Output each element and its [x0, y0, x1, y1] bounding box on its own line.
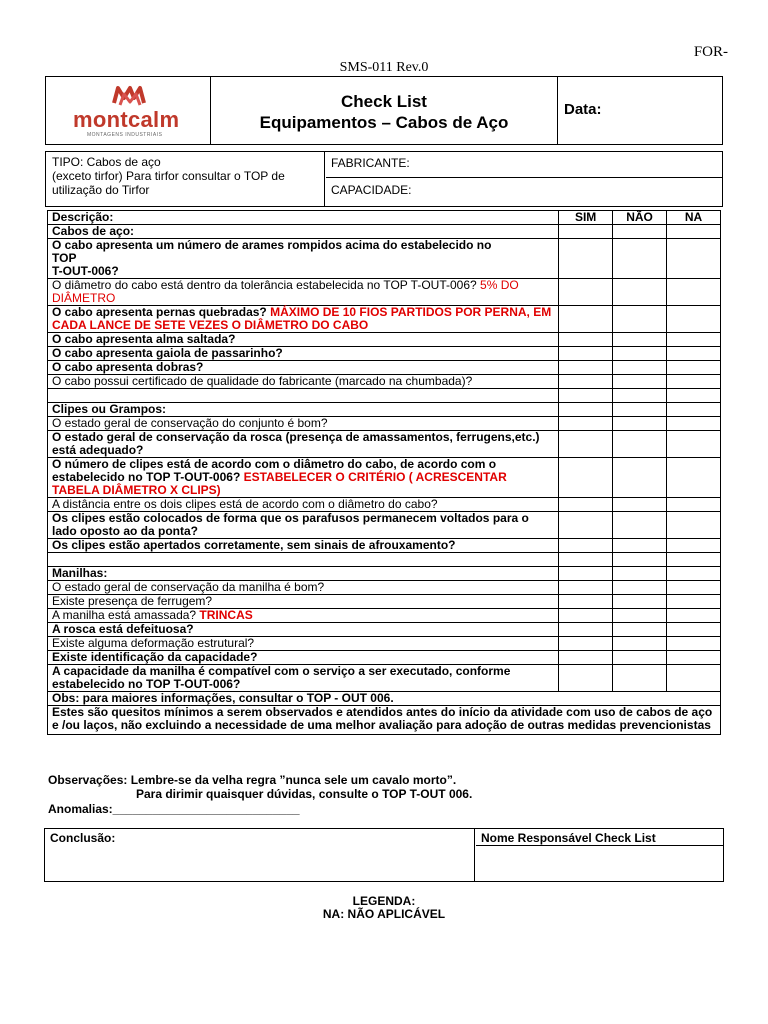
check-na[interactable]: [667, 609, 721, 623]
spacer: [48, 553, 559, 567]
check-nao[interactable]: [613, 539, 667, 553]
conclusao-field[interactable]: Conclusão:: [45, 829, 475, 881]
check-sim[interactable]: [559, 375, 613, 389]
table-row: [48, 375, 721, 389]
check-sim[interactable]: [559, 539, 613, 553]
check-na[interactable]: [667, 403, 721, 417]
check-sim[interactable]: [559, 609, 613, 623]
capacidade-field[interactable]: CAPACIDADE:: [331, 183, 412, 197]
table-row: [48, 347, 721, 361]
check-na[interactable]: [667, 279, 721, 306]
document-code: SMS-011 Rev.0: [339, 60, 429, 75]
question-text: Os clipes estão colocados de forma que os parafusos permanecem voltados para o lado oposto ao da ponta?: [48, 512, 559, 539]
tipo-line-2: (exceto tirfor) Para tirfor consultar o TOP de: [52, 169, 285, 183]
check-sim[interactable]: [559, 637, 613, 651]
check-sim[interactable]: [559, 498, 613, 512]
header-box: [45, 76, 723, 145]
section-manilhas-row: [48, 567, 721, 581]
check-nao[interactable]: [613, 609, 667, 623]
check-nao[interactable]: [613, 347, 667, 361]
check-sim[interactable]: [559, 347, 613, 361]
section-title: Clipes ou Grampos:: [48, 403, 559, 417]
quesitos-text: Estes são quesitos mínimos a serem observados e atendidos antes do início da atividade com uso de cabos de aço e /ou laços, não excluindo a necessidade de uma melhor avaliação para adoção de outras medidas prevencionistas: [48, 706, 721, 735]
check-na[interactable]: [667, 431, 721, 458]
check-sim[interactable]: [559, 623, 613, 637]
legend-na: NA: NÃO APLICÁVEL: [322, 907, 446, 921]
check-nao[interactable]: [613, 637, 667, 651]
section-title: Cabos de aço:: [48, 225, 559, 239]
responsavel-field[interactable]: [476, 847, 723, 881]
header-nao: NÃO: [613, 211, 667, 225]
question-text: [48, 458, 559, 498]
check-na[interactable]: [667, 239, 721, 279]
check-na[interactable]: [667, 375, 721, 389]
check-na[interactable]: [667, 637, 721, 651]
table-row: [48, 431, 721, 458]
check-na[interactable]: [667, 389, 721, 403]
question-line: T-OUT-006?: [52, 264, 119, 278]
check-nao[interactable]: [613, 665, 667, 692]
question-text: O cabo apresenta gaiola de passarinho?: [48, 347, 559, 361]
tipo-line-3: utilização do Tirfor: [52, 183, 150, 197]
check-sim[interactable]: [559, 361, 613, 375]
question-part: A manilha está amassada?: [52, 608, 200, 622]
check-na[interactable]: [667, 498, 721, 512]
spacer-row: [48, 553, 721, 567]
check-nao[interactable]: [613, 403, 667, 417]
check-na[interactable]: [667, 512, 721, 539]
table-row: [48, 609, 721, 623]
question-text: [48, 306, 559, 333]
table-row: [48, 665, 721, 692]
check-sim[interactable]: [559, 567, 613, 581]
check-nao[interactable]: [613, 279, 667, 306]
check-sim[interactable]: [559, 333, 613, 347]
check-na[interactable]: [667, 623, 721, 637]
table-row: [48, 651, 721, 665]
check-nao[interactable]: [613, 512, 667, 539]
logo-cell: [46, 77, 211, 144]
check-sim[interactable]: [559, 225, 613, 239]
title-line-1: Check List: [341, 92, 427, 111]
observacoes-line-1: Observações: Lembre-se da velha regra ”nunca sele um cavalo morto”.: [48, 773, 457, 787]
table-row: [48, 458, 721, 498]
question-text: [48, 239, 559, 279]
title-cell: [211, 77, 558, 144]
table-row: [48, 306, 721, 333]
checklist-table: [47, 210, 721, 735]
table-header-row: [48, 211, 721, 225]
check-nao[interactable]: [613, 225, 667, 239]
check-nao[interactable]: [613, 417, 667, 431]
check-sim[interactable]: [559, 306, 613, 333]
check-na[interactable]: [667, 595, 721, 609]
header-na: NA: [667, 211, 721, 225]
responsavel-label: Nome Responsável Check List: [476, 829, 723, 846]
form-code: FOR-: [693, 44, 728, 60]
check-sim[interactable]: [559, 239, 613, 279]
question-text: O estado geral de conservação do conjunto é bom?: [48, 417, 559, 431]
check-nao[interactable]: [613, 333, 667, 347]
fabricante-field[interactable]: FABRICANTE:: [326, 152, 722, 178]
question-line: TOP: [52, 251, 77, 265]
check-na[interactable]: [667, 651, 721, 665]
check-na[interactable]: [667, 458, 721, 498]
question-text: Existe alguma deformação estrutural?: [48, 637, 559, 651]
check-sim[interactable]: [559, 403, 613, 417]
section-title: Manilhas:: [48, 567, 559, 581]
table-row: [48, 623, 721, 637]
check-na[interactable]: [667, 581, 721, 595]
legend-title: LEGENDA:: [352, 894, 416, 908]
table-row: [48, 595, 721, 609]
table-row: [48, 498, 721, 512]
check-sim[interactable]: [559, 417, 613, 431]
check-na[interactable]: [667, 417, 721, 431]
table-row: [48, 279, 721, 306]
observacoes-line-2: Para dirimir quaisquer dúvidas, consulte o TOP T-OUT 006.: [136, 787, 473, 801]
table-row: [48, 239, 721, 279]
question-text: [48, 609, 559, 623]
check-na[interactable]: [667, 333, 721, 347]
table-row: [48, 637, 721, 651]
check-nao[interactable]: [613, 498, 667, 512]
question-text: [48, 279, 559, 306]
check-sim[interactable]: [559, 581, 613, 595]
conclusion-box: [44, 828, 724, 882]
check-na[interactable]: [667, 306, 721, 333]
quesitos-row: [48, 706, 721, 735]
check-sim[interactable]: [559, 651, 613, 665]
question-note-red: TRINCAS: [199, 608, 253, 622]
check-nao[interactable]: [613, 595, 667, 609]
check-nao[interactable]: [613, 567, 667, 581]
check-nao[interactable]: [613, 389, 667, 403]
spacer: [48, 389, 559, 403]
date-field[interactable]: Data:: [564, 101, 602, 118]
obs-text: Obs: para maiores informações, consultar o TOP - OUT 006.: [48, 692, 721, 706]
question-text: Os clipes estão apertados corretamente, sem sinais de afrouxamento?: [48, 539, 559, 553]
check-nao[interactable]: [613, 306, 667, 333]
check-sim[interactable]: [559, 279, 613, 306]
tipo-line-1: TIPO: Cabos de aço: [52, 155, 161, 169]
question-text: Existe identificação da capacidade?: [48, 651, 559, 665]
anomalias-field[interactable]: Anomalias:____________________________: [48, 802, 300, 816]
question-line: O cabo apresenta um número de arames rompidos acima do estabelecido no: [52, 238, 492, 252]
check-sim[interactable]: [559, 431, 613, 458]
tipo-cell: [46, 152, 325, 206]
question-text: Existe presença de ferrugem?: [48, 595, 559, 609]
table-row: [48, 361, 721, 375]
check-nao[interactable]: [613, 375, 667, 389]
table-row: [48, 581, 721, 595]
check-nao[interactable]: [613, 239, 667, 279]
check-nao[interactable]: [613, 361, 667, 375]
check-na[interactable]: [667, 665, 721, 692]
table-row: [48, 417, 721, 431]
section-clipes-row: [48, 403, 721, 417]
question-text: A rosca está defeituosa?: [48, 623, 559, 637]
question-text: O estado geral de conservação da manilha é bom?: [48, 581, 559, 595]
logo-wordmark: montcalm: [73, 107, 180, 132]
check-nao[interactable]: [613, 623, 667, 637]
header-descricao: Descrição:: [48, 211, 559, 225]
check-na[interactable]: [667, 361, 721, 375]
check-na[interactable]: [667, 225, 721, 239]
question-part: O número de clipes está de acordo com o diâmetro do cabo, de acordo com o estabelecido no TOP T-OUT-006?: [52, 457, 497, 484]
check-nao[interactable]: [613, 651, 667, 665]
question-note-red: 5% DO DIÂMETRO: [52, 278, 519, 305]
question-text: A capacidade da manilha é compatível com o serviço a ser executado, conforme estabelecido no TOP T-OUT-006?: [48, 665, 559, 692]
check-na[interactable]: [667, 567, 721, 581]
check-sim[interactable]: [559, 389, 613, 403]
question-part: O diâmetro do cabo está dentro da tolerância estabelecida no TOP T-OUT-006?: [52, 278, 481, 292]
obs-row: [48, 692, 721, 706]
check-sim[interactable]: [559, 665, 613, 692]
check-sim[interactable]: [559, 595, 613, 609]
question-text: O estado geral de conservação da rosca (presença de amassamentos, ferrugens,etc.) está adequado?: [48, 431, 559, 458]
type-box: [45, 151, 723, 207]
question-part: O cabo apresenta pernas quebradas?: [52, 305, 271, 319]
question-note-red: ESTABELECER O CRITÉRIO ( ACRESCENTAR TABELA DIÂMETRO X CLIPS): [52, 470, 507, 497]
question-text: O cabo apresenta alma saltada?: [48, 333, 559, 347]
spacer-row: [48, 389, 721, 403]
check-sim[interactable]: [559, 553, 613, 567]
question-note-red: MÁXIMO DE 10 FIOS PARTIDOS POR PERNA, EM CADA LANCE DE SETE VEZES O DIÂMETRO DO CABO: [52, 305, 552, 332]
check-na[interactable]: [667, 553, 721, 567]
check-nao[interactable]: [613, 581, 667, 595]
table-row: [48, 512, 721, 539]
table-row: [48, 333, 721, 347]
header-sim: SIM: [559, 211, 613, 225]
section-cabos-row: [48, 225, 721, 239]
check-sim[interactable]: [559, 512, 613, 539]
title-line-2: Equipamentos – Cabos de Aço: [259, 113, 509, 132]
question-text: O cabo possui certificado de qualidade do fabricante (marcado na chumbada)?: [48, 375, 559, 389]
check-sim[interactable]: [559, 458, 613, 498]
check-na[interactable]: [667, 539, 721, 553]
check-nao[interactable]: [613, 458, 667, 498]
check-na[interactable]: [667, 347, 721, 361]
logo-tagline: MONTAGENS INDUSTRIAIS: [87, 132, 163, 138]
table-row: [48, 539, 721, 553]
question-text: O cabo apresenta dobras?: [48, 361, 559, 375]
check-nao[interactable]: [613, 431, 667, 458]
check-nao[interactable]: [613, 553, 667, 567]
question-text: A distância entre os dois clipes está de acordo com o diâmetro do cabo?: [48, 498, 559, 512]
